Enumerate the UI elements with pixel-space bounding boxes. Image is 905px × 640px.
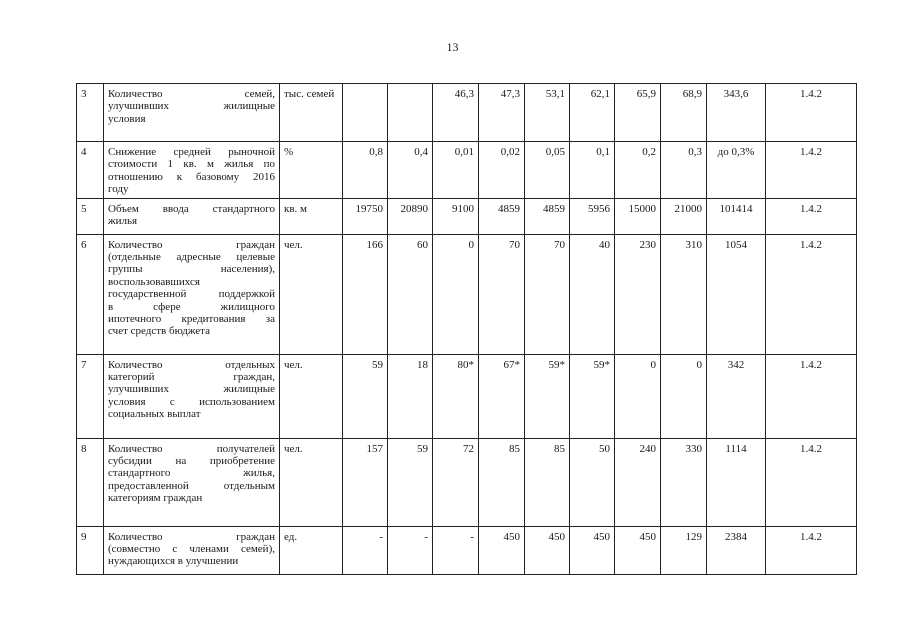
value-cell: 1054 [707,234,766,354]
value-cell: 65,9 [615,84,661,142]
indicator-name-line: стоимости 1 кв. м жилья по [108,158,275,171]
indicator-name-cell [104,142,280,199]
value-cell: - [433,526,479,574]
unit-cell: тыс. семей [280,84,343,142]
indicator-name-line: году [108,183,129,196]
value-cell: 450 [525,526,570,574]
value-cell [343,84,388,142]
value-cell: 166 [343,234,388,354]
value-cell: 85 [525,438,570,526]
unit-cell: % [280,142,343,199]
value-cell: 67* [479,354,525,438]
value-cell: 60 [388,234,433,354]
table-row [77,354,857,438]
value-cell: 0,4 [388,142,433,199]
indicator-name-cell [104,84,280,142]
value-cell: 47,3 [479,84,525,142]
indicator-name-line: условия [108,112,146,125]
value-cell: 157 [343,438,388,526]
row-number-cell: 7 [77,354,104,438]
indicator-name-line: категорий граждан, [108,371,275,384]
indicator-name-line: (отдельные адресные целевые [108,251,275,264]
unit-cell: кв. м [280,198,343,234]
value-cell: 101414 [707,198,766,234]
unit-cell: ед. [280,526,343,574]
indicator-name-line: Снижение средней рыночной [108,146,275,158]
indicator-name-cell [104,526,280,574]
table-row [77,84,857,142]
table-row [77,198,857,234]
indicator-name-line: Количество отдельных [108,358,275,371]
table-row [77,526,857,574]
value-cell: 0,2 [615,142,661,199]
table-row [77,438,857,526]
unit-cell: чел. [280,354,343,438]
value-cell: 4859 [479,198,525,234]
indicator-name-line: ипотечного кредитования за [108,313,275,326]
row-number-cell: 3 [77,84,104,142]
indicator-name-line: государственной поддержкой [108,288,275,301]
value-cell: 0,3 [661,142,707,199]
indicator-name-line: воспользовавшихся [108,275,200,288]
value-cell: 330 [661,438,707,526]
value-cell: 0 [433,234,479,354]
indicator-name-line: Количество граждан [108,238,275,251]
value-cell: 68,9 [661,84,707,142]
value-cell: 59 [388,438,433,526]
row-number-cell: 5 [77,198,104,234]
value-cell: 40 [570,234,615,354]
value-cell: 450 [615,526,661,574]
code-cell: 1.4.2 [766,354,857,438]
unit-cell: чел. [280,234,343,354]
value-cell: 230 [615,234,661,354]
value-cell: 2384 [707,526,766,574]
value-cell: 343,6 [707,84,766,142]
code-cell: 1.4.2 [766,198,857,234]
indicator-name-line: улучшивших жилищные [108,383,275,396]
indicator-name-line: счет средств бюджета [108,325,210,338]
value-cell: 85 [479,438,525,526]
value-cell: 50 [570,438,615,526]
value-cell: 9100 [433,198,479,234]
value-cell: 0,01 [433,142,479,199]
value-cell: 62,1 [570,84,615,142]
code-cell: 1.4.2 [766,142,857,199]
value-cell: 0,1 [570,142,615,199]
value-cell: 0 [615,354,661,438]
value-cell: 59* [570,354,615,438]
value-cell: 450 [479,526,525,574]
indicator-name-line: (совместно с членами семей), [108,543,275,556]
indicator-name-line: Объем ввода стандартного [108,202,275,215]
row-number-cell: 9 [77,526,104,574]
row-number-cell: 8 [77,438,104,526]
value-cell: 15000 [615,198,661,234]
row-number-cell: 6 [77,234,104,354]
value-cell: 0,8 [343,142,388,199]
value-cell: 72 [433,438,479,526]
table-body [77,84,857,575]
value-cell: 5956 [570,198,615,234]
indicator-name-line: улучшивших жилищные [108,100,275,113]
indicator-name-line: отношению к базовому 2016 [108,170,275,183]
code-cell: 1.4.2 [766,234,857,354]
value-cell: 240 [615,438,661,526]
indicator-name-cell [104,438,280,526]
value-cell: 80* [433,354,479,438]
value-cell: 4859 [525,198,570,234]
value-cell [388,84,433,142]
value-cell: - [388,526,433,574]
indicator-name-line: субсидии на приобретение [108,455,275,468]
indicator-name-line: Количество граждан [108,530,275,543]
value-cell: 0,02 [479,142,525,199]
value-cell: 70 [525,234,570,354]
indicator-name-line: Количество семей, [108,88,275,100]
value-cell: 59* [525,354,570,438]
indicator-name-line: группы населения), [108,263,275,276]
indicator-name-cell [104,198,280,234]
value-cell: 19750 [343,198,388,234]
indicator-name-cell [104,234,280,354]
indicators-table [76,83,857,575]
indicator-name-line: социальных выплат [108,408,201,421]
indicator-name-line: предоставленной отдельным [108,479,275,492]
indicator-name-line: категориям граждан [108,492,203,505]
value-cell: 53,1 [525,84,570,142]
value-cell: 70 [479,234,525,354]
indicator-name-line: стандартного жилья, [108,467,275,480]
value-cell: 0,05 [525,142,570,199]
code-cell: 1.4.2 [766,526,857,574]
indicator-name-line: жилья [108,215,138,228]
value-cell: 450 [570,526,615,574]
table-row [77,142,857,199]
indicator-name-line: условия с использованием [108,395,275,408]
value-cell: 18 [388,354,433,438]
page-number: 13 [446,40,459,54]
code-cell: 1.4.2 [766,84,857,142]
value-cell: 21000 [661,198,707,234]
value-cell: 1114 [707,438,766,526]
value-cell: 310 [661,234,707,354]
value-cell: 129 [661,526,707,574]
value-cell: 0 [661,354,707,438]
value-cell: - [343,526,388,574]
unit-cell: чел. [280,438,343,526]
indicator-name-line: в сфере жилищного [108,300,275,313]
value-cell: до 0,3% [707,142,766,199]
value-cell: 46,3 [433,84,479,142]
value-cell: 20890 [388,198,433,234]
indicator-name-cell [104,354,280,438]
value-cell: 342 [707,354,766,438]
code-cell: 1.4.2 [766,438,857,526]
table-row [77,234,857,354]
value-cell: 59 [343,354,388,438]
row-number-cell: 4 [77,142,104,199]
indicator-name-line: нуждающихся в улучшении [108,555,239,568]
indicator-name-line: Количество получателей [108,442,275,455]
